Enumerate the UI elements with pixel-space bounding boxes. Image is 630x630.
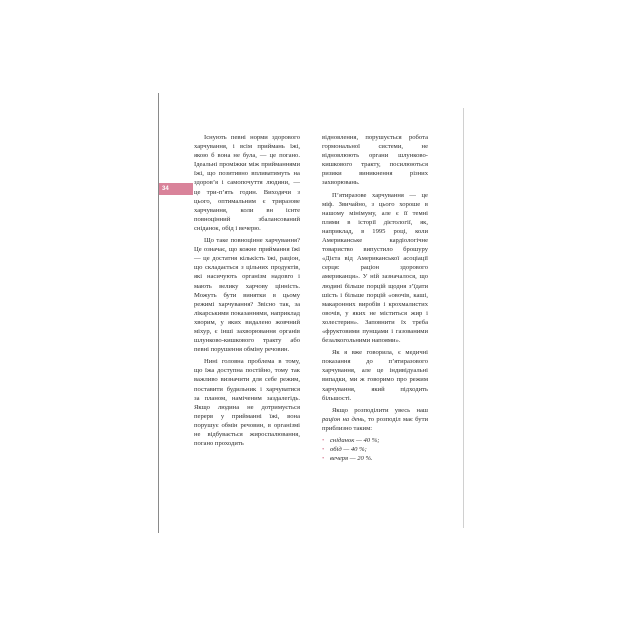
paragraph: відновлення, порушується робота гормональної системи, не відновлюють органи шлунково-кишкового тракту, посилюються ризики виникнення різних захворювань. <box>322 134 428 187</box>
paragraph: П’ятиразове харчування — це міф. Звичайно, з цього хороше в нашому мінімуму, але є її темні плями в історії дієтології, як, наприклад, в 1995 році, коли Американське кардіологічне товариство випустило брошуру «Дієта від Американської асоціації серця: раціон здорового американця». У ній зазначалося, що людині більше порцій щодня з’їдати шість і більше порцій «овочів, каші, макаронних виробів і крохмалистих овочів, у яких не міститься жир і холестерин». Заповнити їх треба «фруктовими пунщами і газованими безалкогольними напоями». <box>322 191 428 345</box>
paragraph: Як я вже говорила, є медичні показання до п’ятиразового харчування, але це індивідуальні випадки, ми ж говоримо про режим харчування, який підходить більшості. <box>322 349 428 402</box>
text-column-right <box>322 133 428 463</box>
list-intro-text: Якщо розподілити увесь наш <box>332 406 428 414</box>
text-column-left <box>194 133 300 451</box>
page-number: 34 <box>159 183 193 195</box>
page-edge-rule <box>463 108 464 528</box>
list-intro-italic: раціон на день <box>322 415 365 423</box>
list-item <box>322 445 428 454</box>
list-intro <box>322 406 428 433</box>
paragraph: Що таке повноцінне харчування? Це означає, що кожне приймання їжі — це достатня кількість їжі, раціон, що складається з цільних продуктів, які насичують організм надовго і мають велику харчову цінність. Можуть бути винятки в цьому режимі харчування? Звісно так, за лікарськими показаннями, наприклад хворим, у яких видалено жовчний міхур, є інші захворювання органів шлунково-кишкового тракту або певні порушення обміну речовин. <box>194 237 300 354</box>
list-item-text: вечеря — 20 %. <box>330 455 373 463</box>
bullet-icon: • <box>322 437 325 444</box>
list-item-text: обід — 40 %; <box>330 446 367 454</box>
margin-rule <box>158 93 159 533</box>
paragraph: Нині головна проблема в тому, що їжа доступна постійно, тому так важливо визначити для себе режим, поставити будильник і харчуватися за планом, наміченим заздалегідь. Якщо людина не дотримується перерв у прийманні їжі, вона порушує обмін речовин, в організмі не відбувається жироспалювання, погано проходить <box>194 358 300 448</box>
paragraph: Існують певні норми здорового харчування, і всім приймань їжі, якою б вона не була, — це погано. Ідеальні проміжки між прийманнями їжі, що позитивно впливатимуть на здоров’я і самопочуття людини, — це три-п’ять годин. Виходячи з цього, оптимальним є триразове харчування, коли вн існте повноцінний збалансований сніданок, обід і вечерю. <box>194 134 300 232</box>
list-intro-rest: , то розподіл має бути приблизно таким: <box>322 415 428 432</box>
list-item-text: сніданок — 40 %; <box>330 437 380 444</box>
list-item <box>322 454 428 463</box>
list-item <box>322 436 428 445</box>
meal-distribution-list <box>322 436 428 463</box>
bullet-icon: • <box>322 446 325 454</box>
bullet-icon: • <box>322 455 325 463</box>
